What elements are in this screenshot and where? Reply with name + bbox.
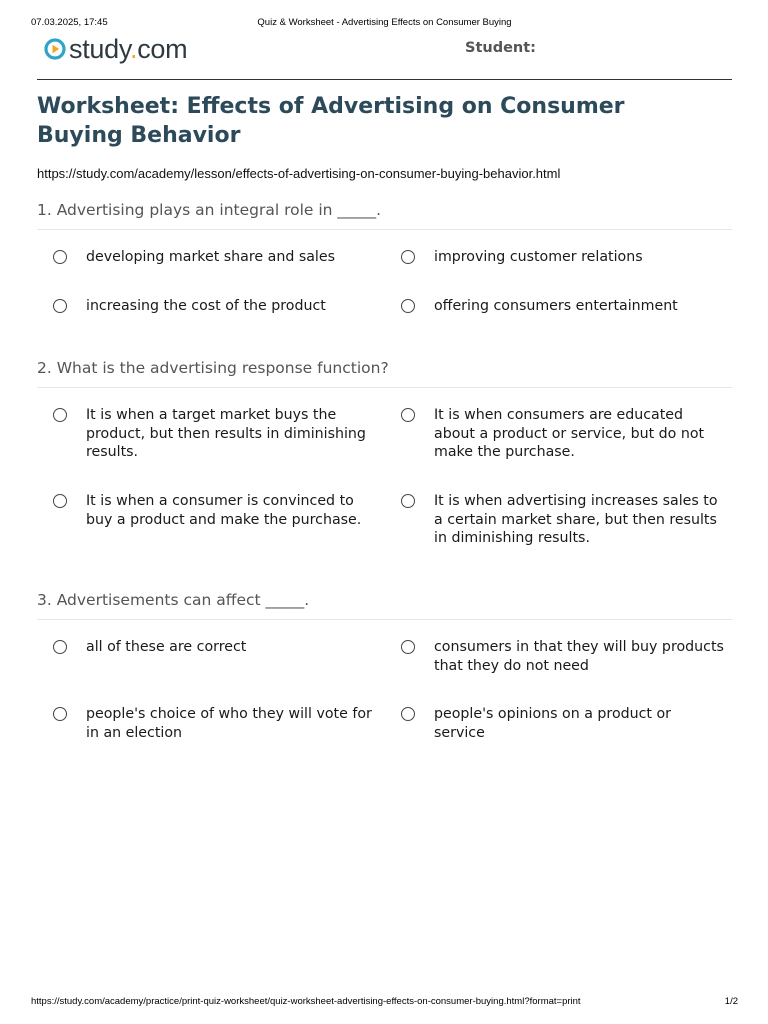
option-label: people's opinions on a product or service: [434, 706, 672, 741]
question-text: 2. What is the advertising response function?: [37, 358, 732, 388]
print-datetime: 07.03.2025, 17:45: [31, 17, 108, 28]
option-label: It is when a consumer is convinced to buy a product and make the purchase.: [86, 493, 362, 528]
question-text: 3. Advertisements can affect _____.: [37, 590, 732, 620]
radio-button[interactable]: [53, 494, 67, 508]
print-page-title: Quiz & Worksheet - Advertising Effects on Consumer Buying: [257, 17, 512, 28]
print-footer: [31, 996, 738, 1010]
option-label: It is when consumers are educated about a product or service, but do not make the purchase.: [434, 407, 705, 460]
radio-button[interactable]: [53, 408, 67, 422]
print-footer-url: https://study.com/academy/practice/print-quiz-worksheet/quiz-worksheet-advertising-effects-on-consumer-buying.html?format=print: [31, 996, 581, 1007]
radio-button[interactable]: [53, 707, 67, 721]
play-circle-icon: [44, 38, 66, 60]
radio-button[interactable]: [53, 640, 67, 654]
option-label: offering consumers entertainment: [434, 298, 678, 314]
option-label: It is when a target market buys the product, but then results in diminishing results.: [86, 407, 366, 460]
option-label: developing market share and sales: [86, 249, 335, 265]
option-label: consumers in that they will buy products that they do not need: [434, 639, 724, 674]
radio-button[interactable]: [401, 640, 415, 654]
study-logo[interactable]: [44, 34, 187, 64]
radio-button[interactable]: [53, 250, 67, 264]
header-divider: [37, 79, 732, 80]
option-label: people's choice of who they will vote for in an election: [86, 706, 372, 741]
radio-button[interactable]: [53, 299, 67, 313]
radio-button[interactable]: [401, 299, 415, 313]
radio-button[interactable]: [401, 707, 415, 721]
question-text: 1. Advertising plays an integral role in _____.: [37, 200, 732, 230]
page-number: 1/2: [724, 996, 738, 1007]
option-label: improving customer relations: [434, 249, 643, 265]
print-header: [31, 17, 738, 31]
radio-button[interactable]: [401, 408, 415, 422]
option-label: It is when advertising increases sales to a certain market share, but then results in diminishing results.: [434, 493, 718, 546]
radio-button[interactable]: [401, 250, 415, 264]
option-label: all of these are correct: [86, 639, 247, 655]
worksheet-url: https://study.com/academy/lesson/effects-of-advertising-on-consumer-buying-behavior.html: [37, 166, 561, 181]
option-label: increasing the cost of the product: [86, 298, 326, 314]
question-2: [37, 358, 732, 546]
worksheet-title: Worksheet: Effects of Advertising on Consumer Buying Behavior: [37, 94, 625, 148]
radio-button[interactable]: [401, 494, 415, 508]
question-1: [37, 200, 732, 314]
logo-wordmark: study.com: [69, 33, 188, 64]
student-label: Student:: [465, 40, 536, 56]
question-3: [37, 590, 732, 741]
